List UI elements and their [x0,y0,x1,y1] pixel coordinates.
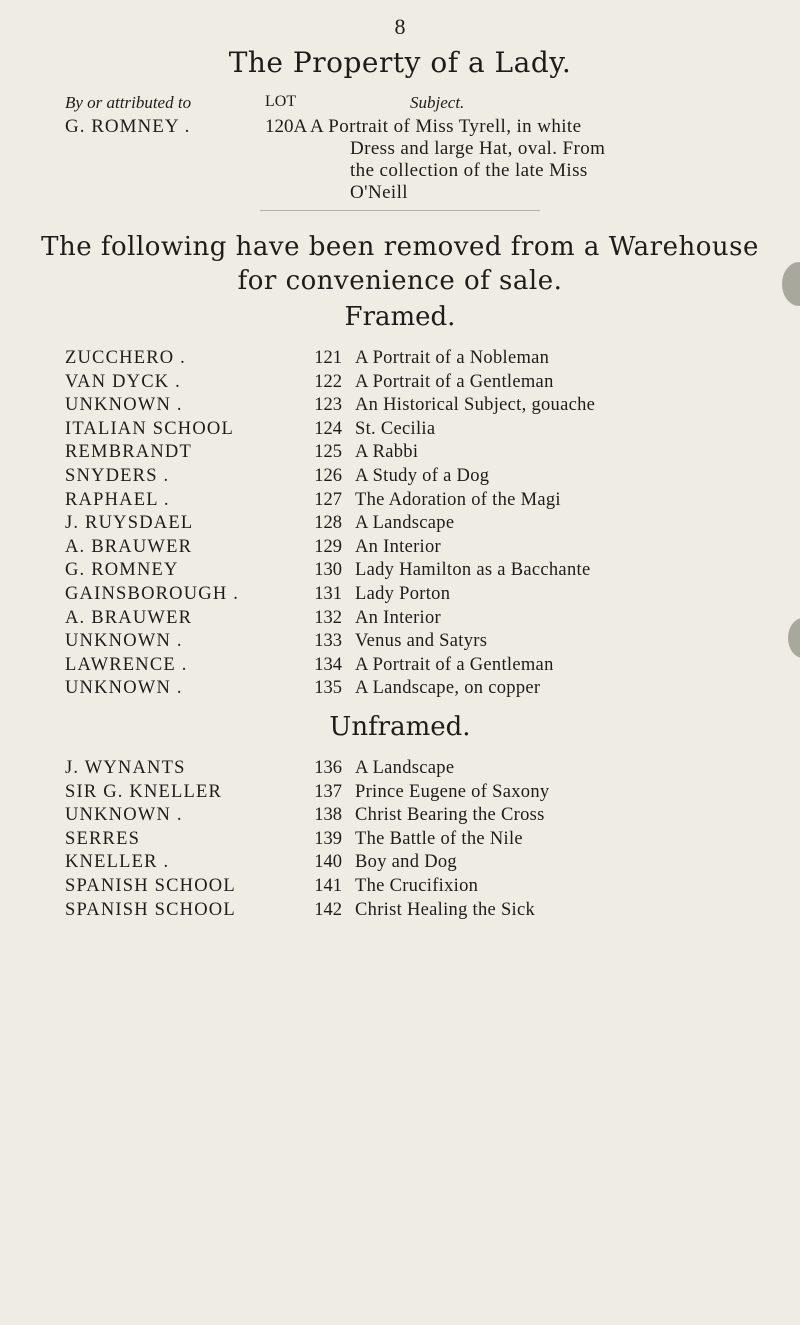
lot-subject: A Study of a Dog [355,465,490,486]
lot-subject: An Interior [355,536,442,557]
lot-subject: An Interior [355,607,442,628]
list-item [0,442,800,466]
warehouse-heading-line: for convenience of sale. [237,266,563,296]
list-item [0,372,800,396]
lot-number: 131 [314,583,342,604]
lot-subject: The Crucifixion [355,875,479,896]
list-item [0,631,800,655]
list-item [0,758,800,782]
list-item [0,782,800,806]
list-item [0,490,800,514]
artist-name: RAPHAEL . [65,489,170,510]
lot-number: 138 [314,805,342,826]
lot-number: 133 [314,631,342,652]
list-item [0,678,800,702]
page-number: 8 [394,14,406,39]
artist-name: GAINSBOROUGH . [65,583,240,604]
list-item [0,348,800,372]
lot-subject: Christ Bearing the Cross [355,805,545,826]
artist-name: J. WYNANTS [65,758,186,778]
property-subject-line: Dress and large Hat, oval. From [350,138,606,159]
property-entry-artist: G. ROMNEY . [65,116,191,137]
lot-number: 139 [314,828,342,849]
lot-number: 122 [314,371,342,392]
artist-name: SPANISH SCHOOL [65,875,236,896]
property-entry-subject [310,116,780,204]
artist-name: J. RUYSDAEL [65,513,194,534]
artist-name: LAWRENCE . [65,654,188,675]
property-entry-lot: 120A [265,116,308,137]
lot-subject: A Portrait of a Gentleman [355,654,554,675]
artist-name: SNYDERS . [65,465,170,486]
list-item [0,900,800,924]
lot-subject: Lady Porton [355,583,451,604]
artist-name: G. ROMNEY [65,560,179,581]
artist-name: KNELLER . [65,852,170,873]
list-item [0,829,800,853]
framed-list [0,348,800,702]
artist-name: SIR G. KNELLER [65,781,223,802]
lot-number: 135 [314,678,342,699]
lot-number: 132 [314,607,342,628]
lot-subject: Christ Healing the Sick [355,899,536,920]
lot-subject: An Historical Subject, gouache [355,395,596,416]
lot-number: 140 [314,852,342,873]
lot-number: 128 [314,513,342,534]
lot-number: 142 [314,899,342,920]
lot-number: 141 [314,875,342,896]
artist-name: ZUCCHERO . [65,348,186,368]
list-item [0,537,800,561]
lot-subject: The Battle of the Nile [355,828,523,849]
lot-subject: Boy and Dog [355,852,457,873]
lot-number: 121 [314,348,342,368]
lot-number: 129 [314,536,342,557]
list-item [0,395,800,419]
list-item [0,560,800,584]
property-subject-line: the collection of the late Miss [350,160,588,181]
warehouse-heading-line: The following have been removed from a Warehouse [41,232,759,262]
lot-subject: A Landscape [355,758,455,778]
unframed-section-title: Unframed. [329,712,471,742]
artist-name: UNKNOWN . [65,805,183,826]
artist-name: UNKNOWN . [65,395,183,416]
list-item [0,466,800,490]
list-item [0,876,800,900]
lot-number: 127 [314,489,342,510]
artist-name: SPANISH SCHOOL [65,899,236,920]
artist-name: A. BRAUWER [65,536,193,557]
unframed-list [0,758,800,923]
list-item [0,655,800,679]
column-header-artist: By or attributed to [65,93,192,112]
lot-number: 130 [314,560,342,581]
property-subject-line: A Portrait of Miss Tyrell, in white [310,116,582,137]
property-heading: The Property of a Lady. [228,46,572,79]
lot-subject: St. Cecilia [355,418,436,439]
lot-subject: A Portrait of a Nobleman [355,348,550,368]
lot-number: 126 [314,465,342,486]
list-item [0,608,800,632]
artist-name: UNKNOWN . [65,631,183,652]
lot-number: 123 [314,395,342,416]
lot-number: 125 [314,442,342,463]
lot-subject: Venus and Satyrs [355,631,488,652]
list-item [0,419,800,443]
lot-subject: Prince Eugene of Saxony [355,781,550,802]
artist-name: VAN DYCK . [65,371,181,392]
list-item [0,805,800,829]
lot-number: 136 [314,758,342,778]
artist-name: SERRES [65,828,141,849]
lot-subject: Lady Hamilton as a Bacchante [355,560,591,581]
lot-subject: A Landscape [355,513,455,534]
warehouse-heading [0,230,800,298]
artist-name: ITALIAN SCHOOL [65,418,234,439]
property-subject-line: O'Neill [350,182,408,203]
framed-section-title: Framed. [344,302,456,332]
artist-name: UNKNOWN . [65,678,183,699]
lot-subject: The Adoration of the Magi [355,489,561,510]
column-header-subject: Subject. [410,93,465,112]
lot-number: 134 [314,654,342,675]
lot-number: 137 [314,781,342,802]
column-header-lot: LOT [265,93,297,110]
lot-subject: A Landscape, on copper [355,678,541,699]
artist-name: A. BRAUWER [65,607,193,628]
artist-name: REMBRANDT [65,442,192,463]
lot-subject: A Portrait of a Gentleman [355,371,554,392]
lot-subject: A Rabbi [355,442,419,463]
lot-number: 124 [314,418,342,439]
list-item [0,852,800,876]
divider [260,210,540,211]
list-item [0,584,800,608]
list-item [0,513,800,537]
